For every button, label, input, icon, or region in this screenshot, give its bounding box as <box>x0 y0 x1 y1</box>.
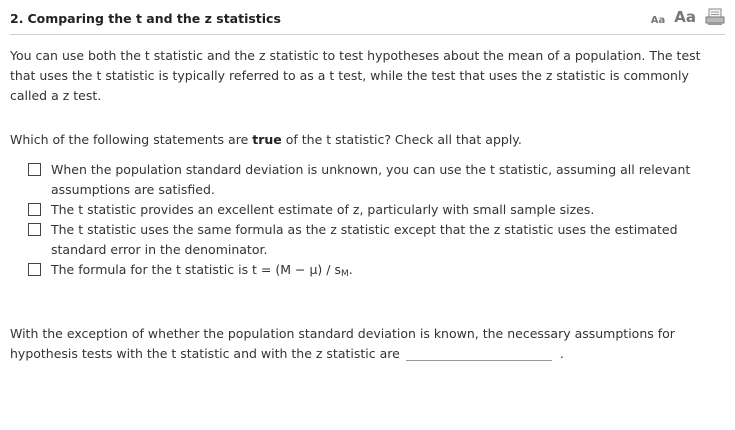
question-suffix: of the t statistic? Check all that apply. <box>281 132 522 147</box>
question-prompt <box>10 130 522 150</box>
question-number: 2. <box>10 11 24 26</box>
option-3-label: The t statistic uses the same formula as the z statistic except that the z statistic uses the estimated standard error in the denominator. <box>51 222 678 257</box>
fill-in-text: With the exception of whether the population standard deviation is known, the necessary assumptions for hypothesis tests with the t statistic and with the z statistic are <box>10 326 675 361</box>
question-emphasis: true <box>252 132 282 147</box>
question-title: Comparing the t and the z statistics <box>27 11 281 26</box>
option-4-period: . <box>348 262 353 277</box>
option-1-checkbox[interactable] <box>28 163 41 176</box>
font-increase-button[interactable]: Aa <box>674 8 696 26</box>
option-1-label: When the population standard deviation is unknown, you can use the t statistic, assuming all relevant assumptions are satisfied. <box>51 162 691 197</box>
fill-in-period: . <box>559 346 564 361</box>
font-decrease-button[interactable]: Aa <box>650 15 666 26</box>
option-4-subscript: M <box>340 269 349 279</box>
answer-dropdown[interactable] <box>406 346 552 361</box>
option-4-formula: The formula for the t statistic is t = (M − μ) / s <box>51 262 341 277</box>
option-4[interactable] <box>28 260 723 284</box>
print-icon[interactable] <box>705 8 725 26</box>
option-2[interactable] <box>28 200 723 220</box>
question-header <box>10 8 725 31</box>
option-3[interactable] <box>28 220 723 260</box>
option-4-checkbox[interactable] <box>28 263 41 276</box>
fill-in-question <box>10 324 725 364</box>
intro-paragraph: You can use both the t statistic and the z statistic to test hypotheses about the mean of a population. The test that uses the t statistic is typically referred to as a t test, while the test that uses the z statistic is commonly called a z test. <box>10 48 701 103</box>
header-tools <box>651 8 725 26</box>
option-1[interactable] <box>28 160 723 200</box>
option-2-checkbox[interactable] <box>28 203 41 216</box>
header-divider <box>10 34 725 35</box>
option-3-checkbox[interactable] <box>28 223 41 236</box>
option-4-label <box>51 260 723 284</box>
option-2-label: The t statistic provides an excellent estimate of z, particularly with small sample sizes. <box>51 202 595 217</box>
question-prefix: Which of the following statements are <box>10 132 253 147</box>
answer-options <box>28 160 723 284</box>
